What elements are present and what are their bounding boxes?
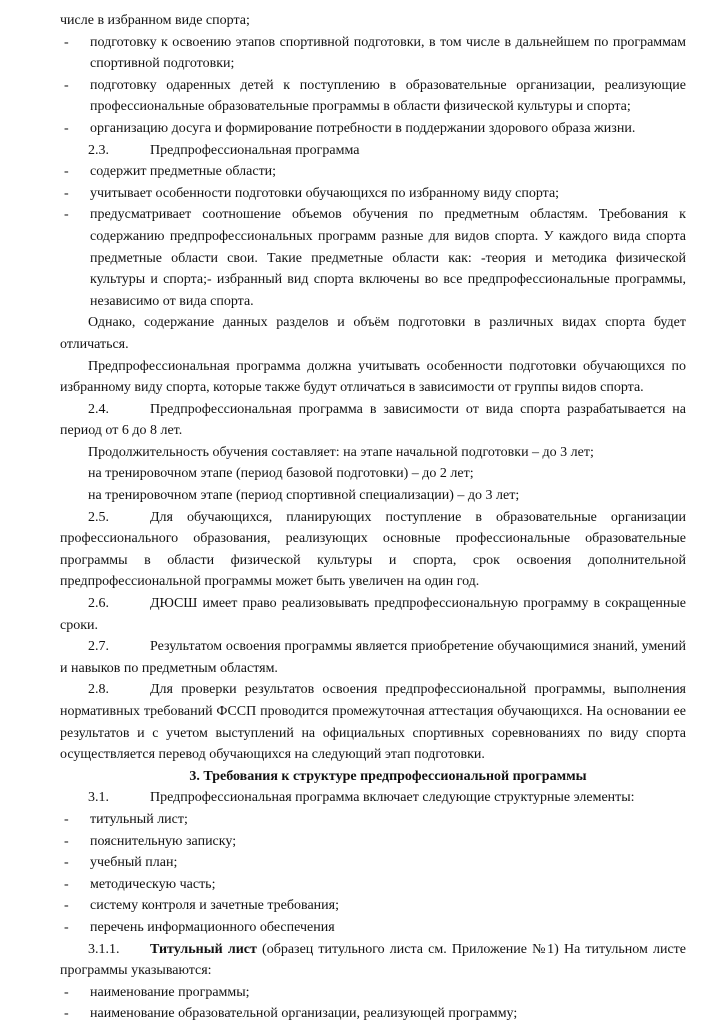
section-2-6 [60, 593, 686, 636]
list-item: - методическую часть; [60, 874, 686, 896]
paragraph: на тренировочном этапе (период спортивной специализации) – до 3 лет; [88, 488, 520, 504]
list-item: - наименование программы; [60, 982, 686, 1004]
section-2-5 [60, 507, 686, 593]
paragraph: Однако, содержание данных разделов и объём подготовки в различных видах спорта будет отличаться. [60, 315, 686, 352]
list-item: - перечень информационного обеспечения [60, 917, 686, 939]
list-item: - пояснительную записку; [60, 831, 686, 853]
section-number: 2.5. [88, 509, 109, 525]
section-text: Для проверки результатов освоения предпрофессиональной программы, выполнения нормативных требований ФССП проводится промежуточная аттестация обучающихся. На основании ее результатов и с учетом выступлений на официальных спортивных соревнованиях по виду спорта осуществляется перевод обучающихся на следующий этап подготовки. [60, 682, 686, 763]
section-heading-3: 3. Требования к структуре предпрофессиональной программы [189, 768, 587, 784]
section-number: 2.6. [88, 596, 109, 612]
section-number: 2.7. [88, 639, 109, 655]
section-text: (образец титульного листа см. Приложение №1) На титульном листе программы указываются: [60, 941, 686, 979]
list-item: - организацию досуга и формирование потребности в поддержании здорового образа жизни. [60, 118, 686, 140]
paragraph: Продолжительность обучения составляет: на этапе начальной подготовки – до 3 лет; [88, 444, 594, 460]
section-text: ДЮСШ имеет право реализовывать предпрофессиональную программу в сокращенные сроки. [60, 596, 686, 633]
paragraph: Предпрофессиональная программа должна учитывать особенности подготовки обучающихся по избранному виду спорта, которые также будут отличаться в зависимости от группы видов спорта. [60, 358, 686, 396]
list-item: - наименование образовательной организации, реализующей программу; [60, 1003, 686, 1025]
list-item: - учебный план; [60, 852, 686, 874]
section-text: Предпрофессиональная программа [150, 142, 360, 158]
list-item: - титульный лист; [60, 809, 686, 831]
list-item: - подготовку к освоению этапов спортивной подготовки, в том числе в дальнейшем по программам спортивной подготовки; [60, 32, 686, 75]
list-item: - подготовку одаренных детей к поступлению в образовательные организации, реализующие профессиональные образовательные программы в области физической культуры и спорта; [60, 75, 686, 118]
section-number: 2.4. [88, 401, 109, 417]
section-number: 3.1.1. [88, 941, 120, 957]
section-3-1 [60, 787, 686, 809]
document-body [60, 10, 686, 1025]
section-bold-term: Титульный лист [150, 941, 257, 957]
section-2-8 [60, 679, 686, 765]
section-2-3 [60, 140, 686, 162]
list-item: - предусматривает соотношение объемов обучения по предметным областям. Требования к содержанию предпрофессиональных программ разные для видов спорта. У каждого вида спорта предметные области свои. Такие предметные области как: -теория и методика физической культуры и спорта;- избранный вид спорта включены во все предпрофессиональные программы, независимо от вида спорта. [60, 204, 686, 312]
section-2-4 [60, 399, 686, 442]
paragraph: на тренировочном этапе (период базовой подготовки) – до 2 лет; [88, 466, 474, 482]
section-3-1-1 [60, 939, 686, 982]
section-text: Предпрофессиональная программа в зависимости от вида спорта разрабатывается на период от 6 до 8 лет. [60, 401, 686, 439]
section-text: Для обучающихся, планирующих поступление в образовательные организации профессионального образования, реализующих основные профессиональные образовательные программы в области физической культуры и спорта, срок освоения дополнительной предпрофессиональной программы может быть увеличен на один год. [60, 509, 686, 590]
section-number: 2.8. [88, 682, 109, 698]
section-text: Предпрофессиональная программа включает следующие структурные элементы: [150, 790, 635, 806]
section-2-7 [60, 636, 686, 679]
section-number: 3.1. [88, 790, 109, 806]
paragraph: числе в избранном виде спорта; [60, 13, 250, 28]
list-item: - систему контроля и зачетные требования; [60, 895, 686, 917]
section-text: Результатом освоения программы является приобретение обучающимися знаний, умений и навыков по предметным областям. [60, 639, 686, 676]
section-number: 2.3. [88, 142, 109, 158]
list-item: - учитывает особенности подготовки обучающихся по избранному виду спорта; [60, 183, 686, 205]
list-item: - содержит предметные области; [60, 161, 686, 183]
